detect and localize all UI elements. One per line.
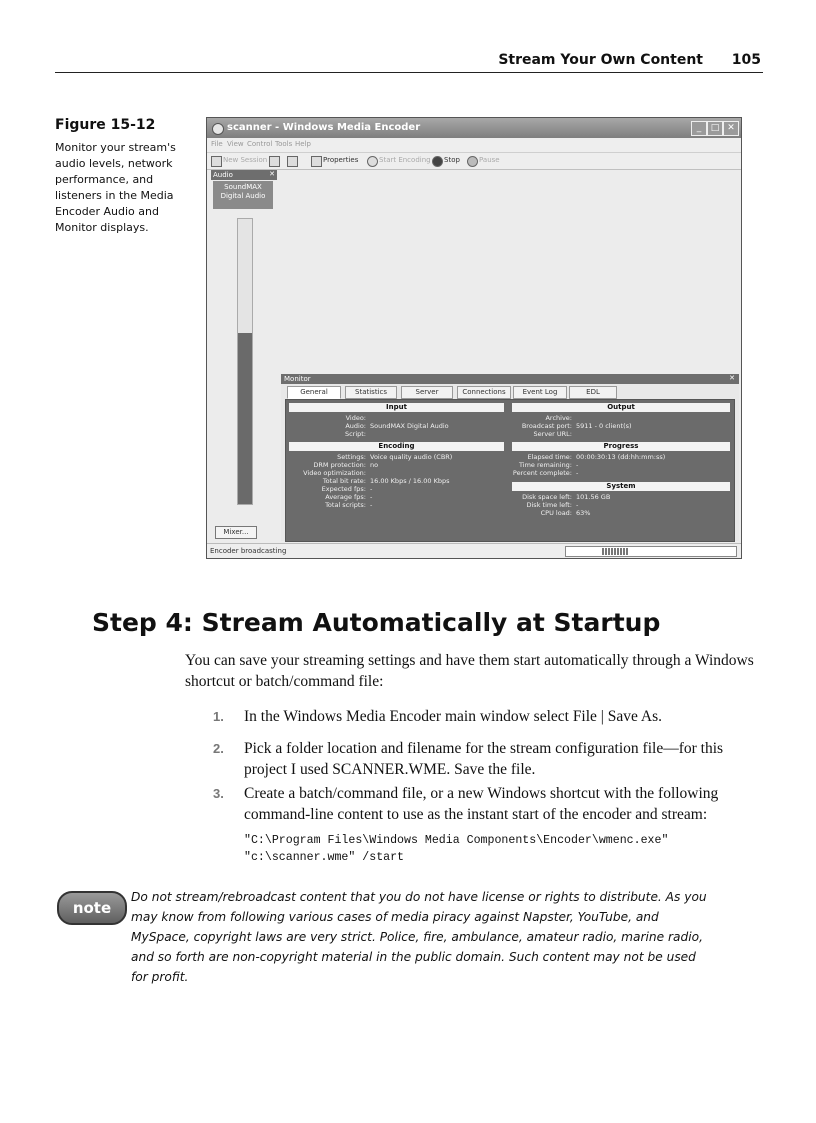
status-progress-fill: [602, 548, 628, 555]
encoder-screenshot: [206, 117, 742, 559]
toolbar: [207, 153, 741, 170]
running-header-title: Stream Your Own Content: [498, 52, 703, 68]
new-session-label: New Session: [223, 156, 268, 164]
audio-device: SoundMAX Digital Audio: [213, 181, 273, 209]
disk-time-label: Disk time left:: [526, 501, 572, 509]
audio-panel-header: [211, 170, 277, 180]
audio-level-fill: [238, 333, 252, 504]
menu-file: File: [211, 140, 223, 148]
menu-tools: Tools: [275, 140, 293, 148]
tab-server: Server: [401, 386, 453, 399]
encoder-app-icon: [212, 123, 224, 135]
settings-label: Settings:: [337, 453, 366, 461]
drm-value: no: [370, 461, 379, 469]
menu-help: Help: [295, 140, 311, 148]
elapsed-time-value: 00:00:30:13 (dd:hh:mm:ss): [576, 453, 666, 461]
progress-header: Progress: [512, 442, 730, 451]
tab-general: General: [287, 386, 341, 399]
list-number: 1.: [213, 709, 224, 724]
video-optimization-label: Video optimization:: [303, 469, 366, 477]
server-url-label: Server URL:: [533, 430, 572, 438]
encoding-header: Encoding: [289, 442, 504, 451]
video-label: Video:: [345, 414, 366, 422]
list-number: 2.: [213, 741, 224, 756]
menu-bar: [207, 138, 741, 153]
properties-label: Properties: [323, 156, 359, 164]
time-remaining-label: Time remaining:: [519, 461, 572, 469]
intro-paragraph: You can save your streaming settings and have them start automatically through a Windows shortcut or batch/command file:: [185, 652, 754, 690]
elapsed-time-label: Elapsed time:: [527, 453, 572, 461]
note-badge: note: [57, 891, 127, 925]
menu-view: View: [227, 140, 244, 148]
percent-complete-value: -: [576, 469, 579, 477]
expected-fps-label: Expected fps:: [321, 485, 366, 493]
cpu-load-value: 63%: [576, 509, 591, 517]
window-titlebar: [207, 118, 741, 138]
stop-label: Stop: [444, 156, 460, 164]
pause-label: Pause: [479, 156, 500, 164]
broadcast-port-value: 5911 - 0 client(s): [576, 422, 632, 430]
total-bit-rate-value: 16.00 Kbps / 16.00 Kbps: [370, 477, 450, 485]
status-progress-bar: [565, 546, 737, 557]
command-line-code: [244, 832, 668, 866]
maximize-icon: □: [707, 121, 723, 136]
audio-value: SoundMAX Digital Audio: [370, 422, 449, 430]
tab-connections: Connections: [457, 386, 511, 399]
status-text: Encoder broadcasting: [210, 547, 287, 555]
input-header: Input: [289, 403, 504, 412]
code-line: "C:\Program Files\Windows Media Components\Encoder\wmenc.exe": [244, 834, 669, 847]
monitor-tabs: [287, 386, 727, 398]
page-number: 105: [731, 52, 761, 68]
list-number: 3.: [213, 786, 224, 801]
mixer-button: Mixer...: [215, 526, 257, 539]
audio-label: Audio:: [345, 422, 366, 430]
list-text: In the Windows Media Encoder main window select File | Save As.: [244, 708, 663, 725]
cpu-load-label: CPU load:: [540, 509, 572, 517]
monitor-title: Monitor: [284, 375, 311, 383]
stop-icon: [432, 156, 443, 167]
disk-space-label: Disk space left:: [522, 493, 572, 501]
start-encoding-icon: [367, 156, 378, 167]
average-fps-value: -: [370, 493, 373, 501]
tab-event-log: Event Log: [513, 386, 567, 399]
menu-control: Control: [247, 140, 273, 148]
running-header: [55, 52, 763, 73]
disk-space-value: 101.56 GB: [576, 493, 611, 501]
audio-panel-title: Audio: [213, 171, 233, 179]
archive-label: Archive:: [545, 414, 572, 422]
time-remaining-value: -: [576, 461, 579, 469]
figure-caption: Monitor your stream's audio levels, network performance, and listeners in the Media Encoder Audio and Monitor displays.: [55, 141, 176, 234]
properties-icon: [311, 156, 322, 167]
total-bit-rate-label: Total bit rate:: [322, 477, 366, 485]
section-heading: Step 4: Stream Automatically at Startup: [92, 608, 661, 637]
start-encoding-label: Start Encoding: [379, 156, 431, 164]
status-bar: [207, 543, 741, 558]
list-text: Pick a folder location and filename for the stream configuration file—for this project I used SCANNER.WME. Save the file.: [244, 740, 724, 778]
total-scripts-value: -: [370, 501, 373, 509]
monitor-close-icon: ✕: [729, 374, 735, 382]
script-label: Script:: [344, 430, 366, 438]
window-title: scanner - Windows Media Encoder: [227, 122, 421, 133]
code-line: "c:\scanner.wme" /start: [244, 851, 405, 864]
close-icon: ✕: [723, 121, 739, 136]
total-scripts-label: Total scripts:: [325, 501, 366, 509]
list-text: Create a batch/command file, or a new Windows shortcut with the following command-line content to use as the instant start of the encoder and stream:: [244, 785, 719, 823]
note-text: Do not stream/rebroadcast content that you do not have license or rights to distribute. As you may know from following various cases of media piracy against Napster, YouTube, and MySpace, copyright laws are very strict. Police, fire, ambulance, amateur radio, marine radio, and so forth are non-copyright material in the public domain. Such content may not be used for profit.: [131, 890, 707, 984]
settings-value: Voice quality audio (CBR): [370, 453, 453, 461]
monitor-panel: [281, 374, 739, 541]
monitor-general-body: [285, 399, 735, 542]
figure-label: Figure 15-12: [55, 117, 156, 133]
system-header: System: [512, 482, 730, 491]
minimize-icon: _: [691, 121, 707, 136]
tab-edl: EDL: [569, 386, 617, 399]
percent-complete-label: Percent complete:: [512, 469, 572, 477]
output-header: Output: [512, 403, 730, 412]
monitor-header: [281, 374, 739, 384]
open-icon: [269, 156, 280, 167]
pause-icon: [467, 156, 478, 167]
disk-time-value: -: [576, 501, 579, 509]
audio-level-meter: [237, 218, 253, 505]
audio-close-icon: ✕: [269, 170, 275, 178]
tab-statistics: Statistics: [345, 386, 397, 399]
broadcast-port-label: Broadcast port:: [521, 422, 572, 430]
new-session-icon: [211, 156, 222, 167]
drm-label: DRM protection:: [313, 461, 366, 469]
average-fps-label: Average fps:: [325, 493, 366, 501]
expected-fps-value: -: [370, 485, 373, 493]
save-icon: [287, 156, 298, 167]
